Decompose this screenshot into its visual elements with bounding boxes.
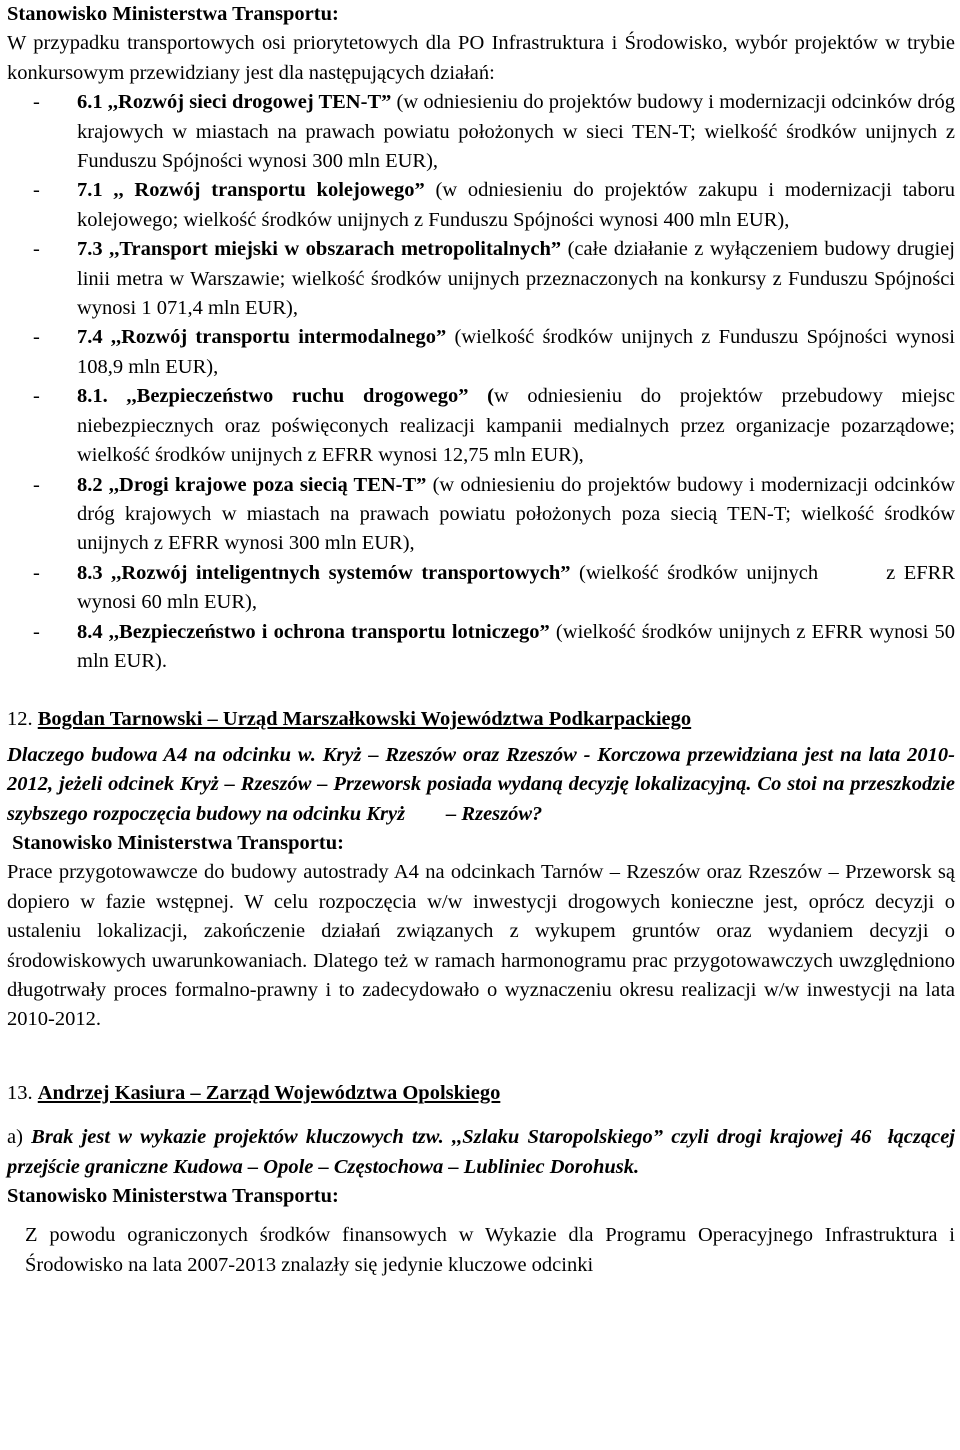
question-text: Dlaczego budowa A4 na odcinku w. Kryż – Rzeszów oraz Rzeszów - Korczowa przewidziana jest na lata 2010-2012, jeżeli odcinek Kryż – Rzeszów – Przeworsk posiada wydaną decyzję lokalizacyjną. Co stoi na przeszkodzie szybszego rozpoczęcia budowy na odcinku Kryż – Rzeszów? xyxy=(7,743,960,825)
list-item xyxy=(7,471,955,559)
question-block xyxy=(7,1123,960,1182)
question-text: Brak jest w wykazie projektów kluczowych tzw. ,,Szlaku Staropolskiego” czyli drogi krajowej 46 łączącej przejście graniczne Kudowa – Opole – Częstochowa – Lubliniec Dorohusk. xyxy=(7,1126,960,1178)
stance-heading: Stanowisko Ministerstwa Transportu: xyxy=(7,1185,339,1208)
spacer xyxy=(7,676,955,705)
list-item xyxy=(7,176,955,235)
document-page xyxy=(7,0,960,1280)
spacer xyxy=(7,1035,955,1079)
spacer xyxy=(7,1108,955,1123)
action-title: 8.1. ,,Bezpieczeństwo ruchu drogowego” ( xyxy=(77,385,494,408)
list-item xyxy=(7,382,955,470)
section-number: 12. xyxy=(7,708,38,731)
action-title: 7.3 ,,Transport miejski w obszarach metropolitalnych” xyxy=(77,238,562,261)
list-dash: - xyxy=(33,620,40,643)
actions-list xyxy=(7,88,960,676)
list-dash: - xyxy=(33,238,40,261)
action-title: 6.1 ,,Rozwój sieci drogowej TEN-T” xyxy=(77,91,392,114)
question-prefix: a) xyxy=(7,1126,32,1149)
action-text: (wielkość środków unijnych z EFRR wynosi 60 mln EUR), xyxy=(77,561,960,614)
action-text: w odniesieniu do projektów przebudowy miejsc niebezpiecznych oraz poświęconych realizacji kampanii medialnych przez organizacje pozarządowe; wielkość środków unijnych z EFRR wynosi 12,75 mln EUR), xyxy=(77,385,956,467)
action-title: 8.3 ,,Rozwój inteligentnych systemów transportowych” xyxy=(77,561,571,584)
spacer xyxy=(7,1211,955,1221)
section-title: Bogdan Tarnowski – Urząd Marszałkowski Województwa Podkarpackiego xyxy=(37,708,692,731)
section-title: Andrzej Kasiura – Zarząd Województwa Opolskiego xyxy=(37,1081,501,1104)
action-title: 8.2 ,,Drogi krajowe poza siecią TEN-T” xyxy=(77,473,427,496)
action-text: (w odniesieniu do projektów budowy i modernizacji odcinków dróg krajowych w miastach na prawach powiatu położonych w sieci TEN-T; wielkość środków unijnych z Funduszu Spójności wynosi 300 mln EUR), xyxy=(77,91,955,173)
section-heading xyxy=(7,1079,955,1108)
action-title: 7.1 ,, Rozwój transportu kolejowego” xyxy=(77,179,425,202)
action-text: (w odniesieniu do projektów budowy i modernizacji odcinków dróg krajowych w miastach na prawach powiatu położonych poza siecią TEN-T; wielkość środków unijnych z EFRR wynosi 300 mln EUR), xyxy=(77,473,955,555)
section-12 xyxy=(7,705,960,1034)
answer-paragraph: Z powodu ograniczonych środków finansowych w Wykazie dla Programu Operacyjnego Infrastruktura i Środowisko na lata 2007-2013 znalazły się jedynie kluczowe odcinki xyxy=(25,1224,955,1276)
answer-paragraph: Prace przygotowawcze do budowy autostrady A4 na odcinkach Tarnów – Rzeszów oraz Rzeszów – Przeworsk są dopiero w fazie wstępnej. W celu rozpoczęcia w/w inwestycji drogowych konieczne jest, oprócz decyzji o ustaleniu lokalizacji, zakończenie działań związanych z wykupem gruntów oraz wydaniem decyzji o środowiskowych uwarunkowaniach. Dlatego też w ramach harmonogramu prac przygotowawczych uwzględniono długotrwały proces formalno-prawny i to zadecydowało o wyznaczeniu okresu realizacji w/w inwestycji na lata 2010-2012. xyxy=(7,861,955,1031)
list-dash: - xyxy=(33,385,40,408)
list-item xyxy=(7,235,955,323)
action-text: (wielkość środków unijnych z EFRR wynosi 50 mln EUR). xyxy=(77,620,955,672)
list-item xyxy=(7,618,955,677)
list-dash: - xyxy=(33,91,40,114)
list-dash: - xyxy=(33,473,40,496)
action-title: 7.4 ,,Rozwój transportu intermodalnego” xyxy=(77,326,447,349)
stance-heading: Stanowisko Ministerstwa Transportu: xyxy=(7,831,344,854)
section-heading xyxy=(7,705,955,734)
action-title: 8.4 ,,Bezpieczeństwo i ochrona transportu lotniczego” xyxy=(77,620,550,643)
list-item xyxy=(7,88,955,176)
list-dash: - xyxy=(33,179,40,202)
list-item xyxy=(7,559,960,618)
list-item xyxy=(7,323,955,382)
list-dash: - xyxy=(33,326,40,349)
section-number: 13. xyxy=(7,1081,38,1104)
section-13 xyxy=(7,1079,960,1280)
action-text: (wielkość środków unijnych z Funduszu Spójności wynosi 108,9 mln EUR), xyxy=(77,326,955,378)
list-dash: - xyxy=(33,561,40,584)
intro-paragraph: W przypadku transportowych osi priorytetowych dla PO Infrastruktura i Środowisko, wybór projektów w trybie konkursowym przewidziany jest dla następujących działań: xyxy=(7,32,955,84)
action-text: (całe działanie z wyłączeniem budowy drugiej linii metra w Warszawie; wielkość środków unijnych przeznaczonych na konkursy z Funduszu Spójności wynosi 1 071,4 mln EUR), xyxy=(77,238,955,320)
stance-heading: Stanowisko Ministerstwa Transportu: xyxy=(7,3,339,25)
action-text: (w odniesieniu do projektów zakupu i modernizacji taboru kolejowego; wielkość środków unijnych z Funduszu Spójności wynosi 400 mln EUR), xyxy=(77,179,955,231)
